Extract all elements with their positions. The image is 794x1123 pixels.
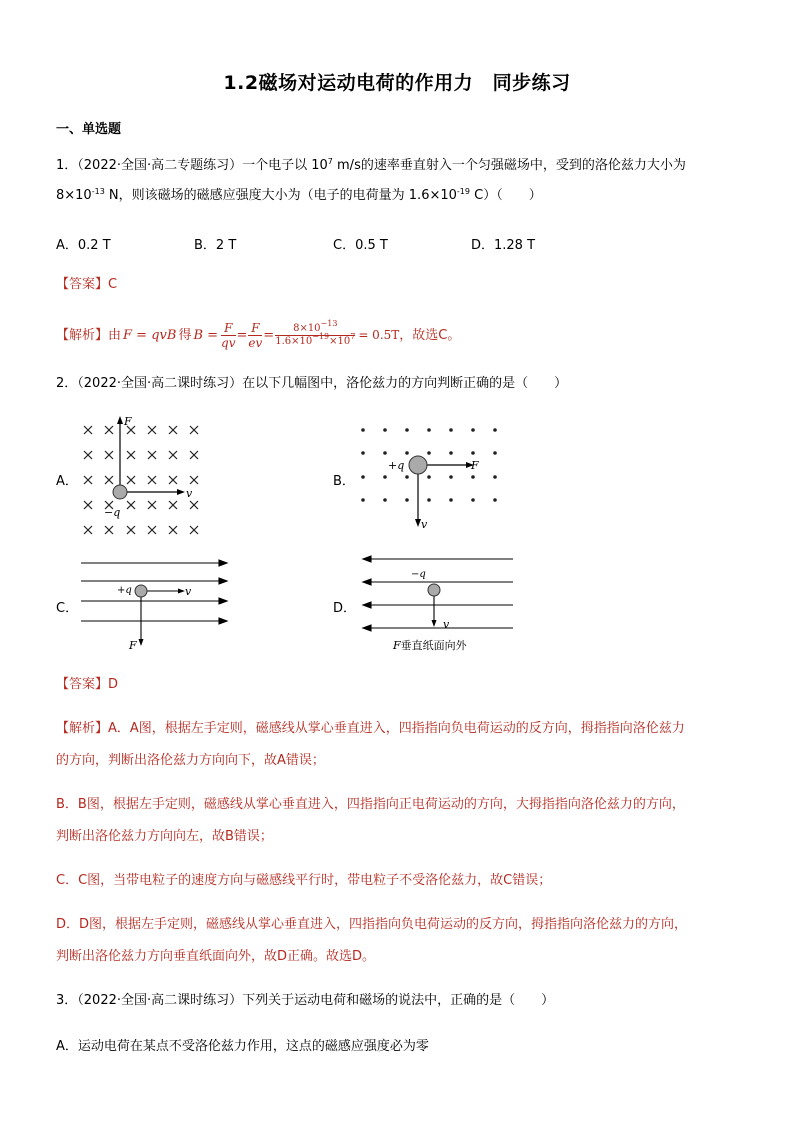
q2-analysis-d2: 判断出洛伦兹力方向垂直纸面向外，故D正确。故选D。 xyxy=(56,949,376,964)
field-dot-mark xyxy=(493,428,497,432)
field-dot-mark xyxy=(361,451,365,455)
field-dot-mark xyxy=(493,475,497,479)
field-dot-mark xyxy=(471,428,475,432)
field-line-arrow xyxy=(363,579,371,585)
field-dot-mark xyxy=(471,475,475,479)
figure-d xyxy=(355,552,520,657)
fig-a-velocity-label: v xyxy=(186,487,193,500)
fig-b-label: B． xyxy=(333,474,355,489)
field-line-arrow xyxy=(363,625,371,631)
q1-stem-line2: $8\times 10^{-13}$ N，则该磁场的磁感应强度大小为（电子的电荷量为 $1.6\times 10^{-19}$ C）（ ） xyxy=(56,187,542,203)
field-dot-mark xyxy=(471,451,475,455)
fraction-1: $\frac{F}{qv}$ xyxy=(221,320,236,350)
field-dot-mark xyxy=(449,475,453,479)
field-dot-mark xyxy=(383,475,387,479)
q3-option-a: A．运动电荷在某点不受洛伦兹力作用，这点的磁感应强度必为零 xyxy=(56,1039,429,1054)
fig-c-charge-label: +q xyxy=(117,585,132,596)
field-dot-mark xyxy=(427,428,431,432)
q1-option-d: D．1.28 T xyxy=(471,238,536,253)
field-dot-mark xyxy=(471,498,475,502)
fig-c-label: C． xyxy=(56,601,79,616)
page-title: 1.2磁场对运动电荷的作用力 同步练习 xyxy=(223,72,571,94)
fig-a-force-label: F xyxy=(124,415,132,428)
fig-d-label: D． xyxy=(333,601,357,616)
q1-option-a: A．0.2 T xyxy=(56,238,111,253)
fig-d-velocity-label: v xyxy=(443,618,450,631)
field-dot-mark xyxy=(405,475,409,479)
field-dot-mark xyxy=(383,498,387,502)
field-dot-mark xyxy=(405,451,409,455)
q1-analysis: 【解析】 由 F = qvB 得 B = $\frac{F}{qv}$ = $\frac{F}{ev}$ = $\frac{8\times 10^{-13}}{1.6\times 10^{-19}\times 10^7}$ = 0.5T ，故选C。 xyxy=(56,318,461,350)
field-line-arrow xyxy=(219,598,227,604)
field-dot-mark xyxy=(383,428,387,432)
fig-d-charge-label: −q xyxy=(411,569,426,580)
field-dot-mark xyxy=(427,451,431,455)
fig-b-velocity-label: v xyxy=(421,518,428,531)
q2-analysis-b2: 判断出洛伦兹力方向向左，故B错误； xyxy=(56,829,273,844)
q1-answer: 【答案】C xyxy=(56,277,118,292)
fig-b-charge-label: +q xyxy=(388,459,405,472)
q2-analysis-c: C．C图，当带电粒子的速度方向与磁感线平行时，带电粒子不受洛伦兹力，故C错误； xyxy=(56,873,552,888)
fig-a-charge-label: −q xyxy=(104,506,121,519)
q2-analysis-a2: 的方向，判断出洛伦兹力方向向下，故A错误； xyxy=(56,753,325,768)
fig-b-force-label: F xyxy=(471,459,479,472)
field-line-arrow xyxy=(219,560,227,566)
q1-option-b: B．2 T xyxy=(194,238,237,253)
figure-c xyxy=(75,555,235,655)
fig-d-caption: F垂直纸面向外 xyxy=(393,639,467,652)
formula-b: B = xyxy=(193,327,219,343)
field-line-arrow xyxy=(219,618,227,624)
field-dot-mark xyxy=(405,498,409,502)
field-dot-mark xyxy=(361,498,365,502)
q1-option-c: C．0.5 T xyxy=(333,238,388,253)
q2-analysis-b1: B．B图，根据左手定则，磁感线从掌心垂直进入，四指指向正电荷运动的方向，大拇指指向洛伦兹力的方向， xyxy=(56,797,685,812)
q2-stem: 2．（2022·全国·高二课时练习）在以下几幅图中，洛伦兹力的方向判断正确的是（ ） xyxy=(56,376,568,391)
field-dot-mark xyxy=(427,498,431,502)
field-dot-mark xyxy=(449,451,453,455)
field-dot-mark xyxy=(383,451,387,455)
section-heading: 一、单选题 xyxy=(56,122,122,137)
formula-force: F = qvB xyxy=(123,327,177,343)
field-line-arrow xyxy=(363,556,371,562)
field-line-arrow xyxy=(363,602,371,608)
field-dot-mark xyxy=(449,498,453,502)
field-dot-mark xyxy=(361,428,365,432)
q3-stem: 3．（2022·全国·高二课时练习）下列关于运动电荷和磁场的说法中，正确的是（ ） xyxy=(56,993,555,1008)
field-dot-mark xyxy=(405,428,409,432)
fig-c-force-label: F xyxy=(129,639,137,652)
field-dot-mark xyxy=(493,451,497,455)
field-dot-mark xyxy=(493,498,497,502)
field-dot-mark xyxy=(361,475,365,479)
field-dot-mark xyxy=(449,428,453,432)
field-dot-mark xyxy=(427,475,431,479)
q2-answer: 【答案】D xyxy=(56,677,119,692)
fig-c-velocity-label: v xyxy=(185,585,192,598)
q1-stem-line1: 1．（2022·全国·高二专题练习）一个电子以 $10^7$ m/s的速率垂直射入一个匀强磁场中，受到的洛伦兹力大小为 xyxy=(56,157,686,173)
q2-analysis-d1: D．D图，根据左手定则，磁感线从掌心垂直进入，四指指向负电荷运动的反方向，拇指指向洛伦兹力的方向， xyxy=(56,917,688,932)
q2-analysis-a1: 【解析】A．A图，根据左手定则，磁感线从掌心垂直进入，四指指向负电荷运动的反方向，拇指指向洛伦兹力 xyxy=(56,721,685,736)
figure-a xyxy=(75,412,210,542)
field-line-arrow xyxy=(219,578,227,584)
figure-b xyxy=(350,418,510,533)
fraction-3: $\frac{8\times 10^{-13}}{1.6\times 10^{-19}\times 10^7}$ xyxy=(275,318,356,347)
fig-a-label: A． xyxy=(56,474,78,489)
fraction-2: $\frac{F}{ev}$ xyxy=(248,320,263,350)
